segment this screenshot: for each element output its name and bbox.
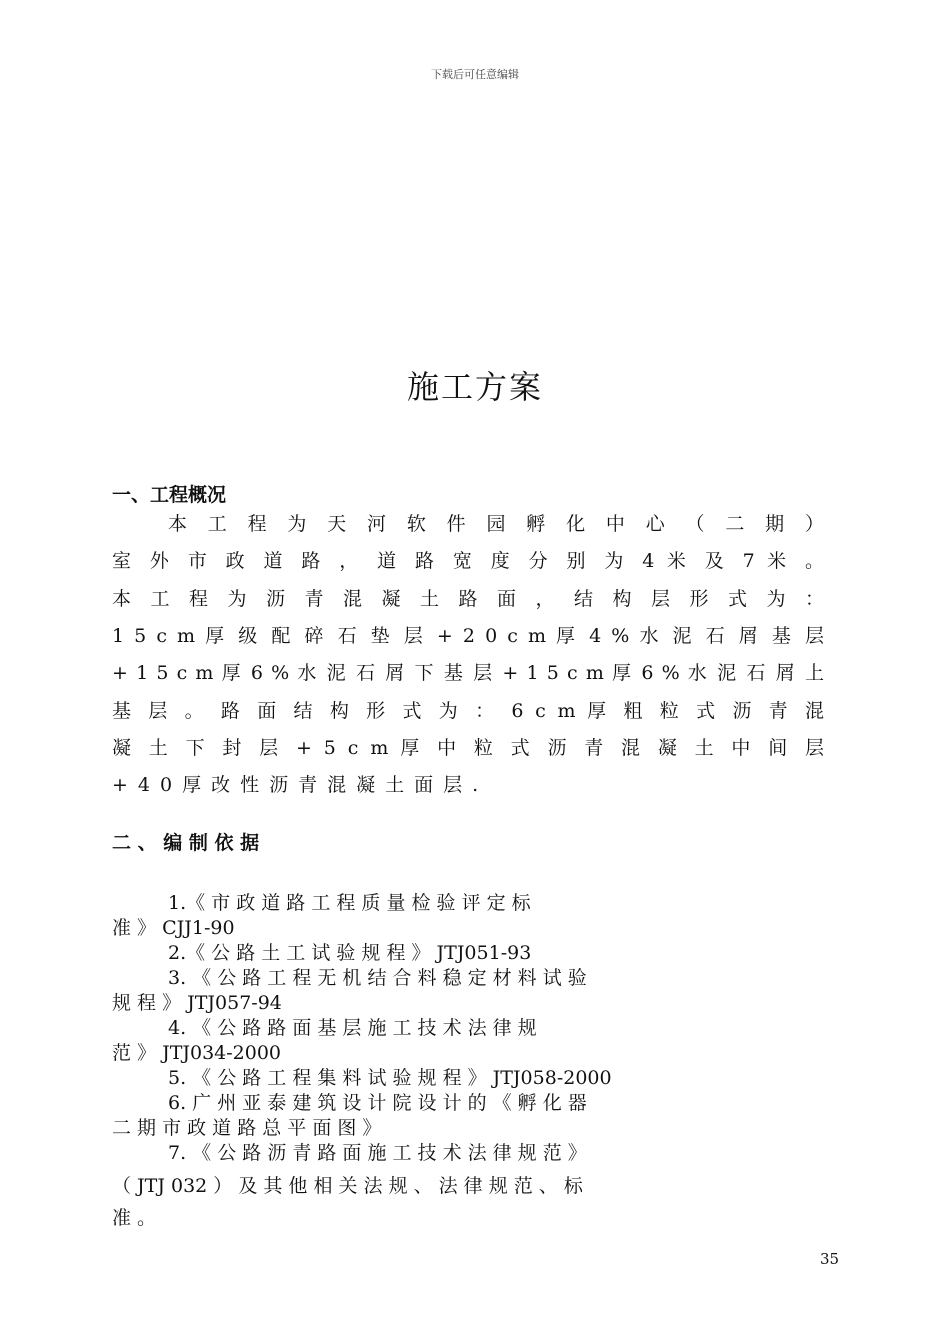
page-header: 下载后可任意编辑 [431,68,519,81]
paragraph-line: + 1 5 c m 厚 6 % 水 泥 石 屑 下 基 层 + 1 5 c m 厚 6 % 水 泥 石 屑 上 [112,662,824,684]
reference-line: 二 期 市 政 道 路 总 平 面 图 》 [112,1117,382,1139]
paragraph-line: 本 工 程 为 沥 青 混 凝 土 路 面 ， 结 构 层 形 式 为 ： [112,588,824,610]
reference-line: 3. 《 公 路 工 程 无 机 结 合 料 稳 定 材 料 试 验 [168,967,587,989]
section-heading-basis: 二 、 编 制 依 据 [112,832,260,854]
reference-line: 4. 《 公 路 路 面 基 层 施 工 技 术 法 律 规 [168,1017,537,1039]
document-title: 施工方案 [406,368,543,406]
section-heading-overview: 一、工程概况 [112,484,227,506]
reference-line: 规 程 》 JTJ057-94 [112,992,282,1014]
paragraph-line: 本 工 程 为 天 河 软 件 园 孵 化 中 心 （ 二 期 ） [168,513,824,535]
paragraph-line: 凝 土 下 封 层 + 5 c m 厚 中 粒 式 沥 青 混 凝 土 中 间 层 [112,737,824,759]
reference-line: 准 》 CJJ1-90 [112,917,235,939]
paragraph-line: +40厚改性沥青混凝土面层. [112,774,489,796]
reference-line: 6. 广 州 亚 泰 建 筑 设 计 院 设 计 的 《 孵 化 器 [168,1092,587,1114]
paragraph-line: 基 层 。 路 面 结 构 形 式 为 ： 6 c m 厚 粗 粒 式 沥 青 混 [112,700,824,722]
reference-line: 1.《 市 政 道 路 工 程 质 量 检 验 评 定 标 [168,892,531,914]
reference-line: 5. 《 公 路 工 程 集 料 试 验 规 程 》 JTJ058-2000 [168,1067,612,1089]
reference-line: 7. 《 公 路 沥 青 路 面 施 工 技 术 法 律 规 范 》 [168,1142,587,1164]
paragraph-line: 室 外 市 政 道 路 ， 道 路 宽 度 分 别 为 4 米 及 7 米 。 [112,550,824,572]
reference-line: 准 。 [112,1207,157,1229]
reference-line: 范 》 JTJ034-2000 [112,1042,282,1064]
reference-line: 2.《 公 路 土 工 试 验 规 程 》 JTJ051-93 [168,942,532,964]
page-number: 35 [820,1250,840,1268]
reference-line: （ JTJ 032 ） 及 其 他 相 关 法 规 、 法 律 规 范 、 标 [112,1175,583,1197]
paragraph-line: 1 5 c m 厚 级 配 碎 石 垫 层 + 2 0 c m 厚 4 % 水 泥 石 屑 基 层 [112,625,824,647]
